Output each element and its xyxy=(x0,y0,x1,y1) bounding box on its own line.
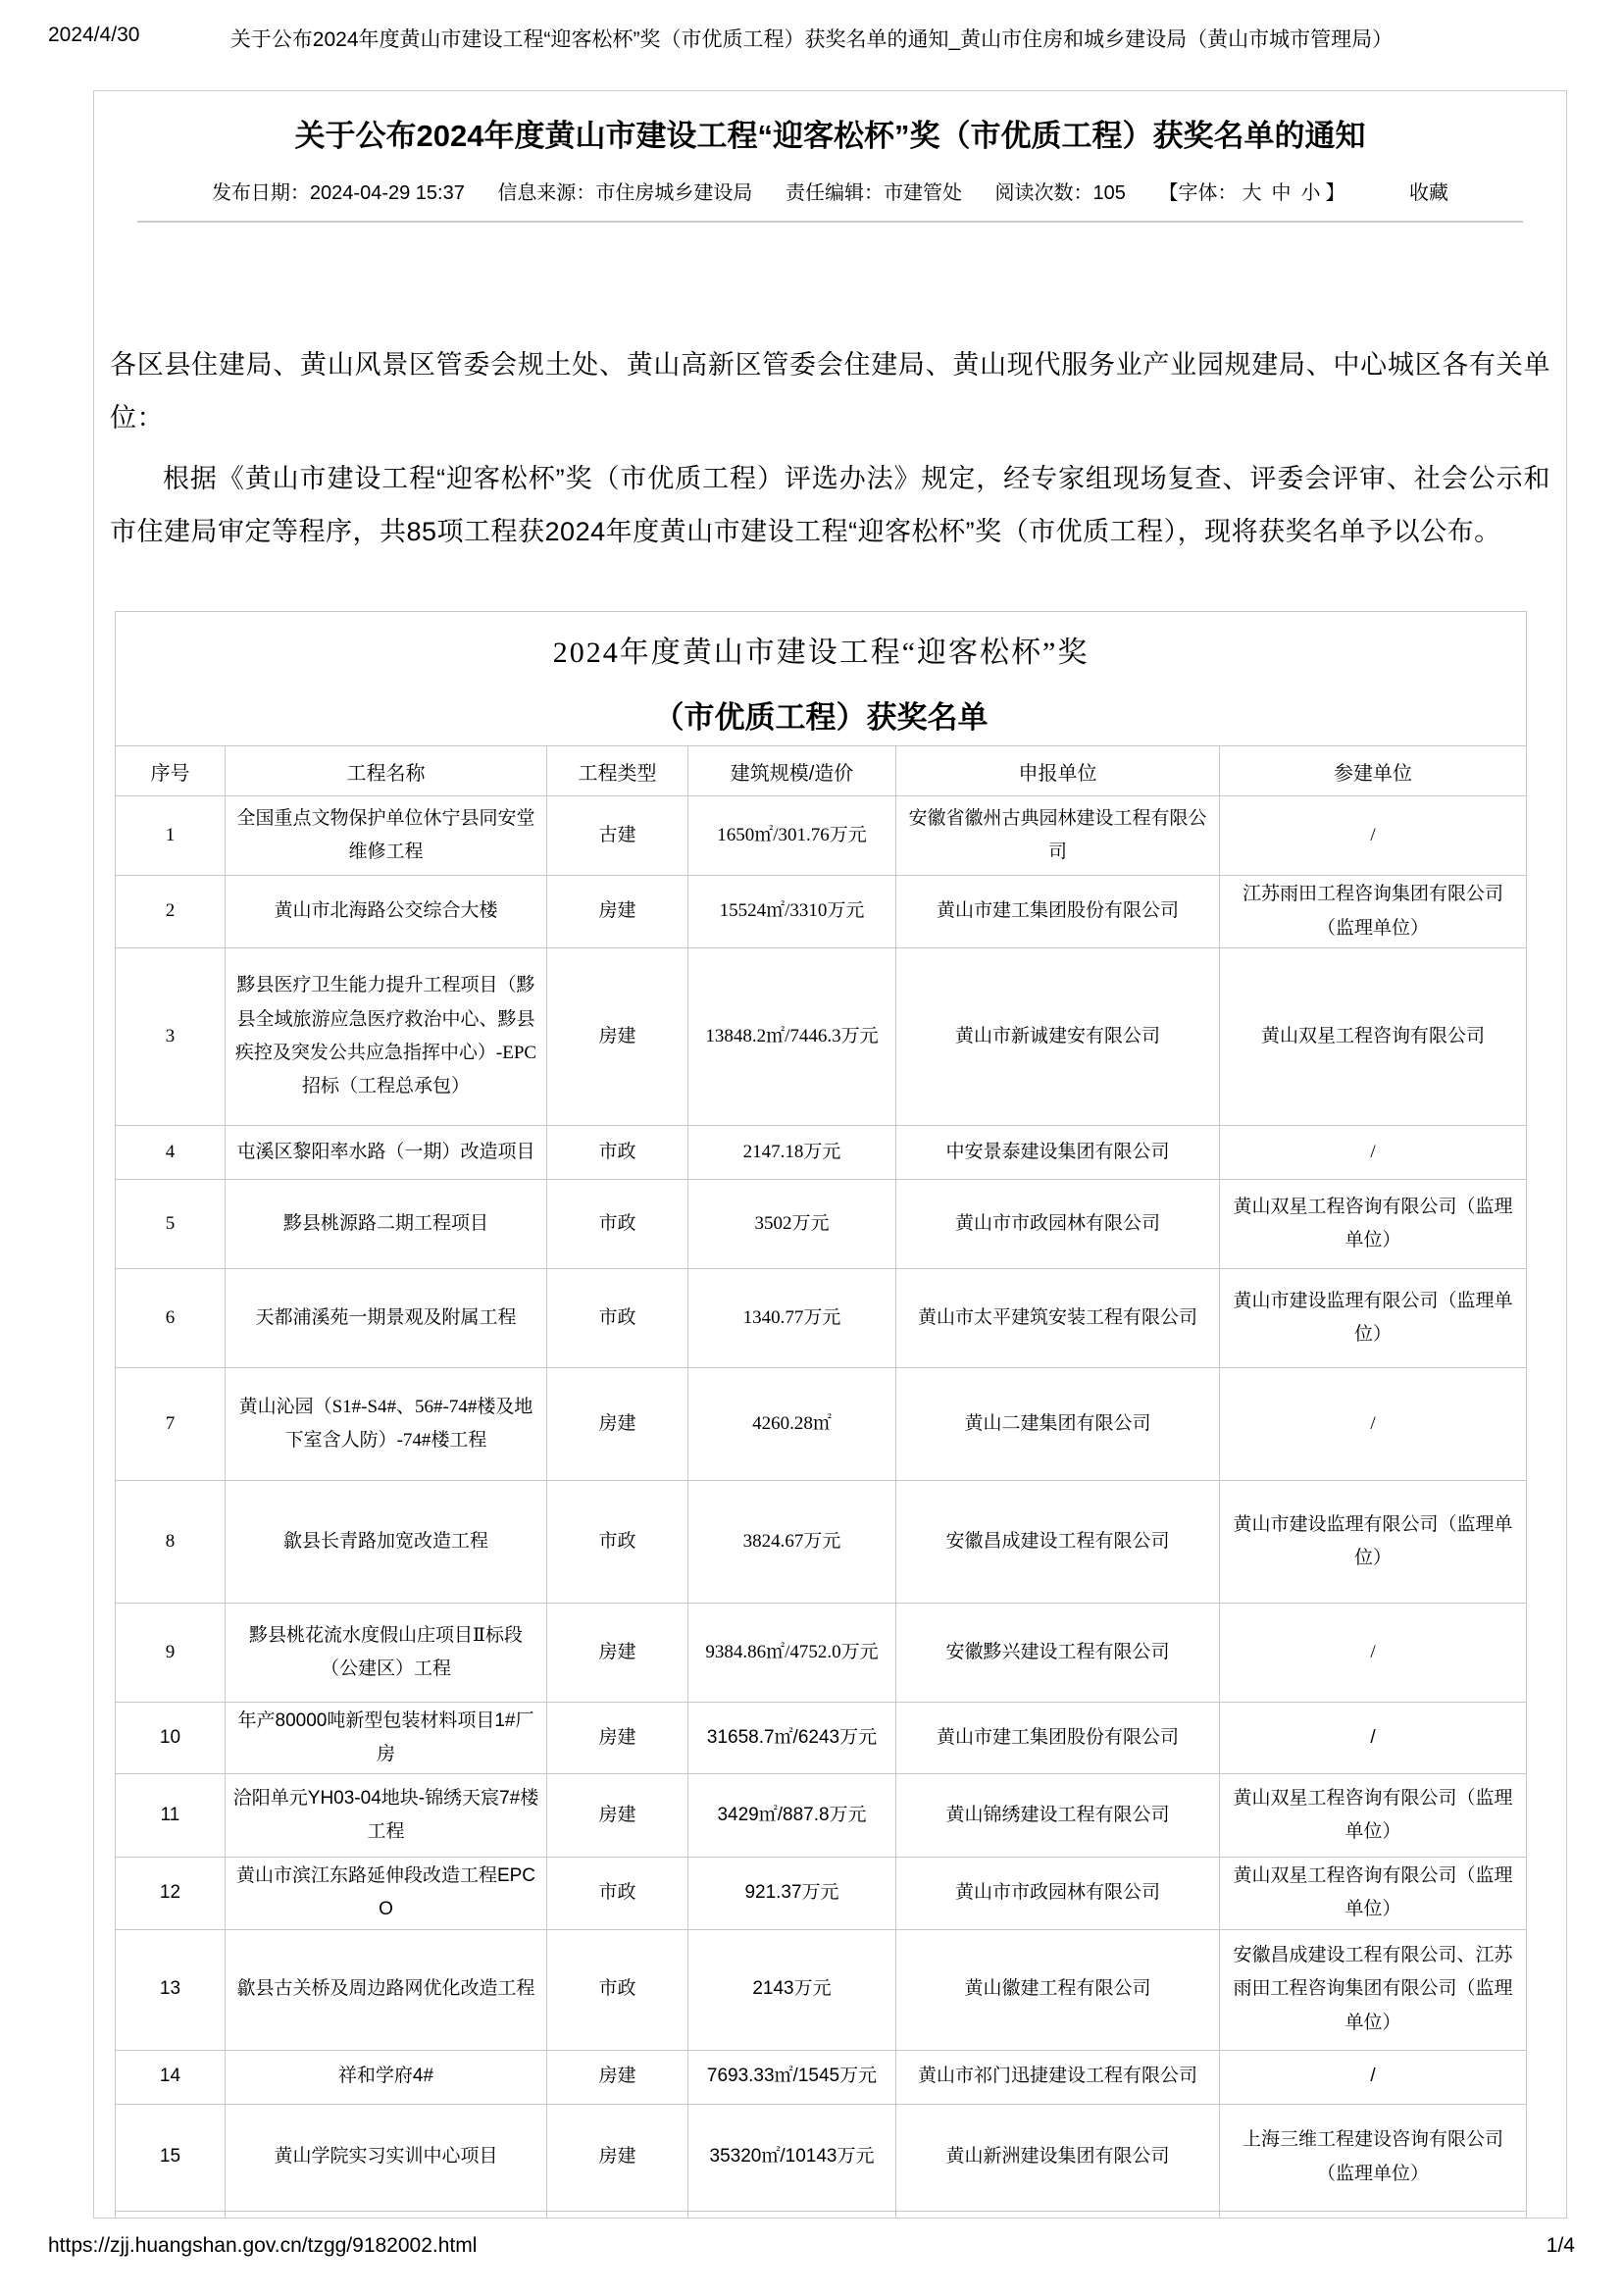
cell-seq: 4 xyxy=(116,1125,226,1179)
cell-scale: 1650㎡/301.76万元 xyxy=(688,796,896,876)
cell-seq: 9 xyxy=(116,1603,226,1702)
cell-type: 房建 xyxy=(547,947,688,1125)
table-row xyxy=(116,1774,1527,1858)
cell-name: 黄山市滨江东路延伸段改造工程EPCO xyxy=(226,1858,547,1929)
cell-type: 市政 xyxy=(547,1480,688,1603)
cell-name: 歙县长青路加宽改造工程 xyxy=(226,1480,547,1603)
print-date: 2024/4/30 xyxy=(48,24,140,46)
cell-scale: 31658.7㎡/6243万元 xyxy=(688,1702,896,1773)
table-row xyxy=(116,1480,1527,1603)
table-title-row xyxy=(116,612,1527,746)
column-header-seq: 序号 xyxy=(116,746,226,796)
column-header-type: 工程类型 xyxy=(547,746,688,796)
cell-name: 黄山学院实习实训中心项目 xyxy=(226,2104,547,2211)
cell-scale: 7693.33㎡/1545万元 xyxy=(688,2050,896,2104)
body-paragraph-announcement: 根据《黄山市建设工程“迎客松杯”奖（市优质工程）评选办法》规定，经专家组现场复查、评委会评审、社会公示和市住建局审定等程序，共85项工程获2024年度黄山市建设工程“迎客松杯”奖（市优质工程），现将获奖名单予以公布。 xyxy=(110,464,1550,547)
table-row xyxy=(116,947,1527,1125)
meta-publish-date: 发布日期：2024-04-29 15:37 xyxy=(211,182,465,205)
cell-name: 年产80000吨新型包装材料项目1#厂房 xyxy=(226,1702,547,1773)
cell-name: 祥和学府4# xyxy=(226,2050,547,2104)
cell-seq: 14 xyxy=(116,2050,226,2104)
cell-seq: 12 xyxy=(116,1858,226,1929)
cell-applicant: 黄山市市政园林有限公司 xyxy=(896,1179,1220,1268)
cell-seq: 8 xyxy=(116,1480,226,1603)
cell-type: 市政 xyxy=(547,1929,688,2050)
table-row xyxy=(116,1858,1527,1929)
page-footer xyxy=(48,2234,1575,2258)
cell-name: 洽阳单元YH03-04地块-锦绣天宸7#楼工程 xyxy=(226,1774,547,1858)
print-page-title: 关于公布2024年度黄山市建设工程“迎客松杯”奖（市优质工程）获奖名单的通知_黄山市住房和城乡建设局（黄山市城市管理局） xyxy=(229,28,1394,51)
font-size-small-button[interactable]: 小 xyxy=(1300,182,1321,205)
cell-name: 歙县古关桥及周边路网优化改造工程 xyxy=(226,1929,547,2050)
cell-name: 黟县医疗卫生能力提升工程项目（黟县全域旅游应急医疗救治中心、黟县疾控及突发公共应急指挥中心）-EPC招标（工程总承包） xyxy=(226,947,547,1125)
cell-applicant: 黄山新洲建设集团有限公司 xyxy=(896,2104,1220,2211)
cell-participant: 江苏雨田工程咨询集团有限公司（监理单位） xyxy=(1220,876,1527,947)
cell-applicant: 黄山市太平建筑安装工程有限公司 xyxy=(896,1268,1220,1367)
table-row xyxy=(116,1179,1527,1268)
table-header-row xyxy=(116,746,1527,796)
print-header xyxy=(0,0,1623,90)
meta-editor: 责任编辑：市建管处 xyxy=(785,182,962,205)
cell-applicant: 中安景泰建设集团有限公司 xyxy=(896,1125,1220,1179)
cell-name: 黟县桃花流水度假山庄项目Ⅱ标段（公建区）工程 xyxy=(226,1603,547,1702)
cell-type: 房建 xyxy=(547,1367,688,1480)
table-title-line2: （市优质工程）获奖名单 xyxy=(653,699,989,735)
meta-source: 信息来源：市住房城乡建设局 xyxy=(497,182,753,205)
article-meta xyxy=(108,177,1552,205)
cell-applicant: 黄山市市政园林有限公司 xyxy=(896,1858,1220,1929)
cell-seq: 15 xyxy=(116,2104,226,2211)
cell-name: 全国重点文物保护单位休宁县同安堂维修工程 xyxy=(226,796,547,876)
cell-scale: 13848.2㎡/7446.3万元 xyxy=(688,947,896,1125)
cell-applicant: 黄山市建工集团股份有限公司 xyxy=(896,876,1220,947)
cell-applicant: 黄山锦绣建设工程有限公司 xyxy=(896,1774,1220,1858)
cell-applicant: 黄山市新诚建安有限公司 xyxy=(896,947,1220,1125)
font-size-control xyxy=(1158,182,1344,204)
cell-participant: 黄山市建设监理有限公司（监理单位） xyxy=(1220,1480,1527,1603)
column-header-applicant: 申报单位 xyxy=(896,746,1220,796)
cell-applicant: 安徽省徽州古典园林建设工程有限公司 xyxy=(896,796,1220,876)
table-row xyxy=(116,2211,1527,2219)
cell-seq: 3 xyxy=(116,947,226,1125)
cell-participant: / xyxy=(1220,1367,1527,1480)
cell-name: 屯溪区黎阳率水路（一期）改造项目 xyxy=(226,1125,547,1179)
cell-applicant: 安徽昌成建设工程有限公司 xyxy=(896,1480,1220,1603)
cell-applicant: 黄山徽建工程有限公司 xyxy=(896,1929,1220,2050)
cell-participant: / xyxy=(1220,1702,1527,1773)
cell-seq: 6 xyxy=(116,1268,226,1367)
column-header-name: 工程名称 xyxy=(226,746,547,796)
cell-type: 市政 xyxy=(547,1179,688,1268)
column-header-participant: 参建单位 xyxy=(1220,746,1527,796)
table-row xyxy=(116,2104,1527,2211)
cell-name: 天都浦溪苑一期景观及附属工程 xyxy=(226,1268,547,1367)
cell-scale: 4260.28㎡ xyxy=(688,1367,896,1480)
cell-type: 古建 xyxy=(547,796,688,876)
cell-type: 房建 xyxy=(547,876,688,947)
table-row xyxy=(116,2050,1527,2104)
cell-seq: 7 xyxy=(116,1367,226,1480)
content-card xyxy=(93,90,1567,2219)
font-size-label-open: 【字体： xyxy=(1158,182,1238,205)
cell-participant: / xyxy=(1220,1603,1527,1702)
cell-scale: 3429㎡/887.8万元 xyxy=(688,1774,896,1858)
table-row xyxy=(116,1125,1527,1179)
footer-url: https://zjj.huangshan.gov.cn/tzgg/9182002.html xyxy=(48,2234,478,2257)
cell-type: 房建 xyxy=(547,1603,688,1702)
cell-scale: 2143万元 xyxy=(688,1929,896,2050)
cell-type: 市政 xyxy=(547,1125,688,1179)
cell-applicant: 安徽黟兴建设工程有限公司 xyxy=(896,1603,1220,1702)
cell-participant: 黄山双星工程咨询有限公司（监理单位） xyxy=(1220,1774,1527,1858)
cell-scale: 2147.18万元 xyxy=(688,1125,896,1179)
article-title: 关于公布2024年度黄山市建设工程“迎客松杯”奖（市优质工程）获奖名单的通知 xyxy=(294,119,1366,153)
cell-participant: 上海三维工程建设咨询有限公司（监理单位） xyxy=(1220,2104,1527,2211)
cell-participant: 黄山双星工程咨询有限公司（监理单位） xyxy=(1220,1858,1527,1929)
cell-scale xyxy=(688,2211,896,2219)
award-table xyxy=(115,611,1527,2219)
cell-type: 房建 xyxy=(547,2104,688,2211)
meta-divider xyxy=(137,221,1523,223)
cell-type: 市政 xyxy=(547,1858,688,1929)
cell-seq: 1 xyxy=(116,796,226,876)
cell-scale: 35320㎡/10143万元 xyxy=(688,2104,896,2211)
cell-name xyxy=(226,2211,547,2219)
font-size-large-button[interactable]: 大 xyxy=(1242,182,1262,205)
cell-scale: 3502万元 xyxy=(688,1179,896,1268)
cell-seq: 10 xyxy=(116,1702,226,1773)
table-row xyxy=(116,876,1527,947)
table-title-line1: 2024年度黄山市建设工程“迎客松杯”奖 xyxy=(552,636,1090,669)
cell-participant: 黄山双星工程咨询有限公司（监理单位） xyxy=(1220,1179,1527,1268)
cell-participant: / xyxy=(1220,2050,1527,2104)
body-paragraph-salutation: 各区县住建局、黄山风景区管委会规土处、黄山高新区管委会住建局、黄山现代服务业产业园规建局、中心城区各有关单位： xyxy=(110,350,1550,434)
favorite-button[interactable]: 收藏 xyxy=(1409,182,1449,205)
cell-participant: 黄山双星工程咨询有限公司 xyxy=(1220,947,1527,1125)
cell-participant: / xyxy=(1220,796,1527,876)
table-row xyxy=(116,1929,1527,2050)
table-title-cell xyxy=(116,612,1527,746)
cell-participant xyxy=(1220,2211,1527,2219)
table-row xyxy=(116,796,1527,876)
cell-type: 房建 xyxy=(547,2050,688,2104)
cell-applicant: 黄山市建工集团股份有限公司 xyxy=(896,1702,1220,1773)
cell-type xyxy=(547,2211,688,2219)
cell-applicant: 黄山二建集团有限公司 xyxy=(896,1367,1220,1480)
cell-seq xyxy=(116,2211,226,2219)
cell-name: 黟县桃源路二期工程项目 xyxy=(226,1179,547,1268)
table-row xyxy=(116,1268,1527,1367)
cell-participant: 黄山市建设监理有限公司（监理单位） xyxy=(1220,1268,1527,1367)
cell-scale: 15524㎡/3310万元 xyxy=(688,876,896,947)
cell-scale: 1340.77万元 xyxy=(688,1268,896,1367)
font-size-label-close: 】 xyxy=(1325,182,1345,205)
table-row xyxy=(116,1702,1527,1773)
cell-scale: 921.37万元 xyxy=(688,1858,896,1929)
cell-scale: 3824.67万元 xyxy=(688,1480,896,1603)
table-row xyxy=(116,1367,1527,1480)
cell-scale: 9384.86㎡/4752.0万元 xyxy=(688,1603,896,1702)
cell-type: 房建 xyxy=(547,1774,688,1858)
cell-type: 市政 xyxy=(547,1268,688,1367)
table-row xyxy=(116,1603,1527,1702)
cell-participant: / xyxy=(1220,1125,1527,1179)
article-body xyxy=(108,338,1552,558)
cell-seq: 5 xyxy=(116,1179,226,1268)
cell-applicant: 黄山市祁门迅捷建设工程有限公司 xyxy=(896,2050,1220,2104)
cell-seq: 11 xyxy=(116,1774,226,1858)
cell-name: 黄山沁园（S1#-S4#、56#-74#楼及地下室含人防）-74#楼工程 xyxy=(226,1367,547,1480)
footer-page-number: 1/4 xyxy=(1546,2234,1575,2257)
meta-views: 阅读次数：105 xyxy=(994,182,1126,205)
column-header-scale: 建筑规模/造价 xyxy=(688,746,896,796)
cell-name: 黄山市北海路公交综合大楼 xyxy=(226,876,547,947)
cell-participant: 安徽昌成建设工程有限公司、江苏雨田工程咨询集团有限公司（监理单位） xyxy=(1220,1929,1527,2050)
cell-type: 房建 xyxy=(547,1702,688,1773)
cell-applicant xyxy=(896,2211,1220,2219)
font-size-medium-button[interactable]: 中 xyxy=(1271,182,1292,205)
cell-seq: 13 xyxy=(116,1929,226,2050)
cell-seq: 2 xyxy=(116,876,226,947)
